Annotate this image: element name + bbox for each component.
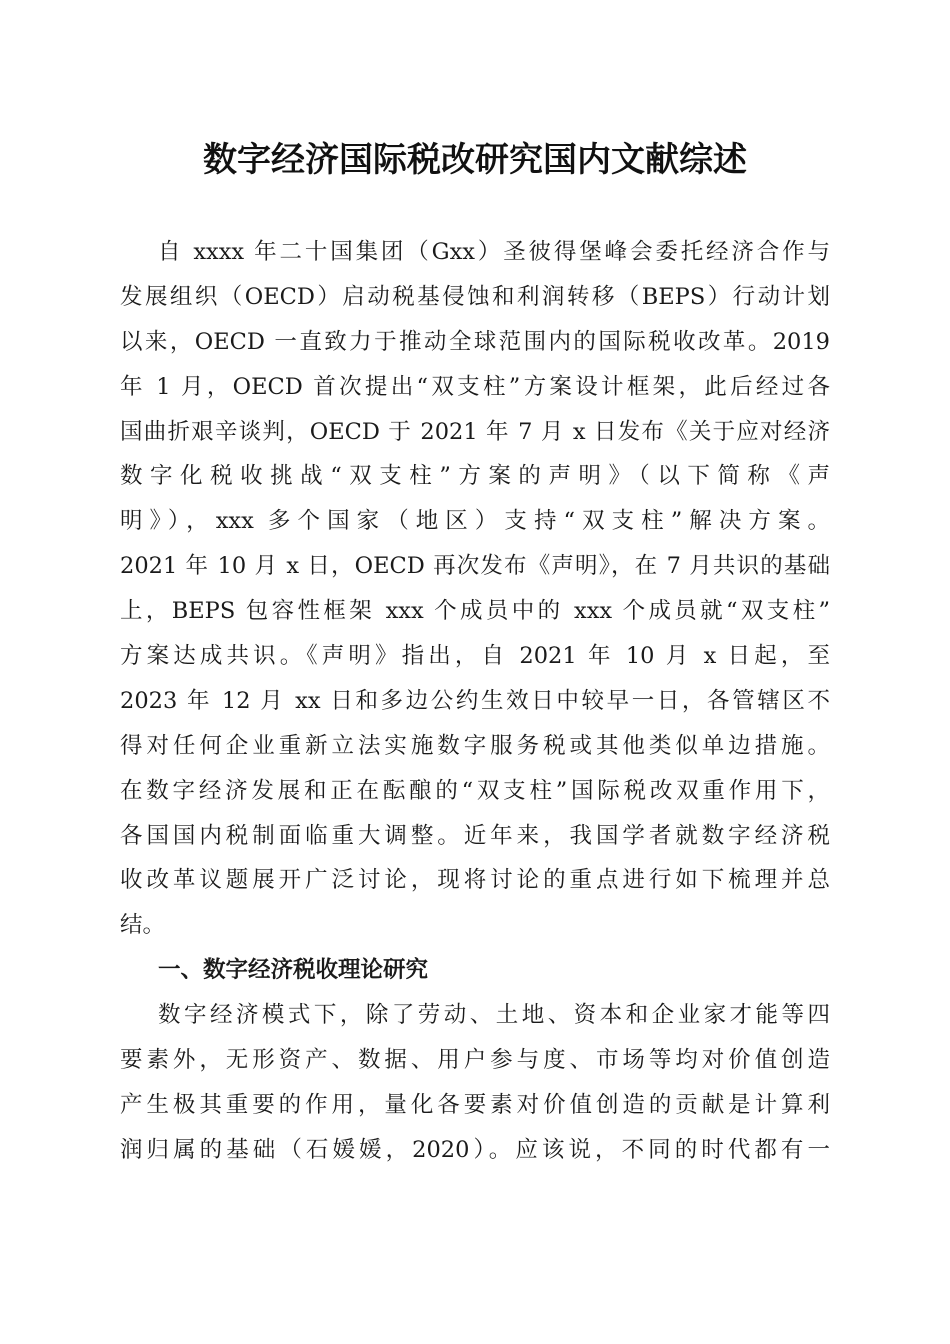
paragraph-line: 收改革议题展开广泛讨论，现将讨论的重点进行如下梳理并总 [120,867,830,894]
paragraph-line: 上，BEPS 包容性框架 xxx 个成员中的 xxx 个成员就“双支柱” [120,598,830,625]
paragraph-line: 在数字经济发展和正在酝酿的“双支柱”国际税改双重作用下， [120,777,830,804]
paragraph-line: 2023 年 12 月 xx 日和多边公约生效日中较早一日，各管辖区不 [120,687,830,714]
paragraph-line: 结。 [120,912,166,939]
paragraph-line: 明》），xxx 多个国家（地区）支持“双支柱”解决方案。 [120,508,830,535]
document-body [120,230,830,1173]
paragraph-line: 2021 年 10 月 x 日，OECD 再次发布《声明》，在 7 月共识的基础 [120,553,830,580]
paragraph-line: 自 xxxx 年二十国集团（Gxx）圣彼得堡峰会委托经济合作与 [158,239,830,265]
paragraph-line: 数字化税收挑战“双支柱”方案的声明》（以下简称《声 [120,463,830,490]
paragraph-line: 要素外，无形资产、数据、用户参与度、市场等均对价值创造 [120,1047,830,1074]
paragraph-line: 得对任何企业重新立法实施数字服务税或其他类似单边措施。 [120,732,830,759]
paragraph-line: 方案达成共识。《声明》指出，自 2021 年 10 月 x 日起，至 [120,643,830,670]
paragraph-line: 产生极其重要的作用，量化各要素对价值创造的贡献是计算利 [120,1091,830,1118]
paragraph-line: 润归属的基础（石媛媛，2020）。应该说，不同的时代都有一 [120,1136,830,1163]
paragraph-line: 国曲折艰辛谈判，OECD 于 2021 年 7 月 x 日发布《关于应对经济 [120,418,830,445]
paragraph-line: 数字经济模式下，除了劳动、土地、资本和企业家才能等四 [158,1002,830,1029]
document-title: 数字经济国际税改研究国内文献综述 [203,140,747,180]
paragraph-line: 各国国内税制面临重大调整。近年来，我国学者就数字经济税 [120,822,830,849]
section-heading: 一、数字经济税收理论研究 [158,957,429,984]
paragraph-line: 发展组织（OECD）启动税基侵蚀和利润转移（BEPS）行动计划 [120,283,830,310]
paragraph-line: 年 1 月，OECD 首次提出“双支柱”方案设计框架，此后经过各 [120,373,830,400]
paragraph-line: 以来，OECD 一直致力于推动全球范围内的国际税收改革。2019 [120,328,830,355]
